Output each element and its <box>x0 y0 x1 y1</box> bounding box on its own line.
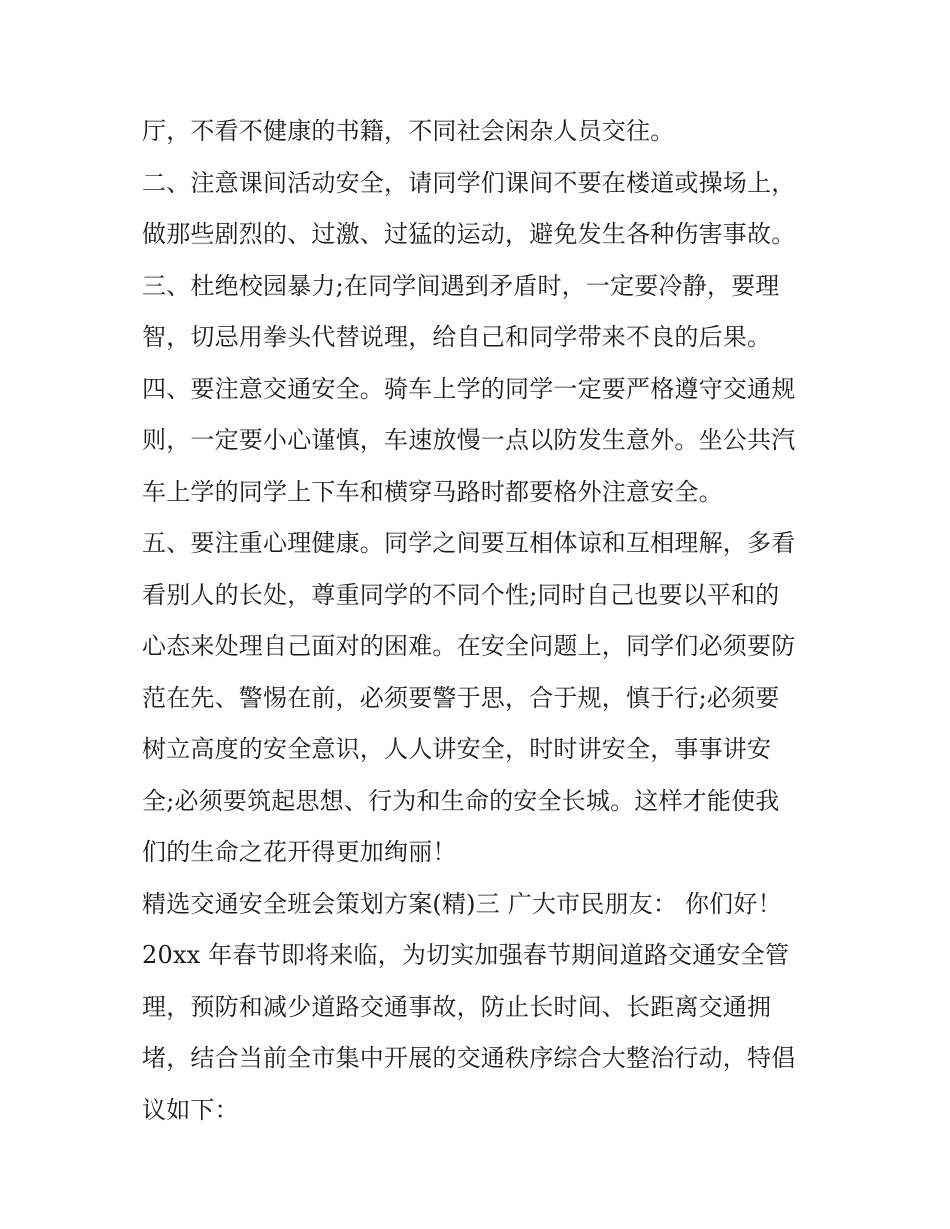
text-line: 心态来处理自己面对的困难。在安全问题上，同学们必须要防 <box>142 632 796 660</box>
section-heading-line: 精选交通安全班会策划方案(精)三 广大市民朋友： 你们好！ <box>142 889 782 918</box>
text-line: 五、要注重心理健康。同学之间要互相体谅和互相理解，多看 <box>142 529 796 557</box>
text-line: 四、要注意交通安全。骑车上学的同学一定要严格遵守交通规 <box>142 374 796 403</box>
text-line: 议如下： <box>142 1095 239 1124</box>
text-line: 做那些剧烈的、过激、过猛的运动，避免发生各种伤害事故。 <box>142 220 796 248</box>
text-line: 树立高度的安全意识，人人讲安全，时时讲安全，事事讲安 <box>142 735 772 763</box>
text-line: 全;必须要筑起思想、行为和生命的安全长城。这样才能使我 <box>142 786 780 815</box>
text-line: 二、注意课间活动安全，请同学们课间不要在楼道或操场上， <box>142 168 796 197</box>
text-line: 三、杜绝校园暴力;在同学间遇到矛盾时，一定要冷静，要理 <box>142 271 780 300</box>
text-line: 范在先、警惕在前，必须要警于思，合于规，慎于行;必须要 <box>142 683 780 712</box>
text-line: 们的生命之花开得更加绚丽！ <box>142 838 457 866</box>
text-line: 智，切忌用拳头代替说理，给自己和同学带来不良的后果。 <box>142 323 772 351</box>
text-line: 20xx 年春节即将来临，为切实加强春节期间道路交通安全管 <box>142 941 790 969</box>
text-line: 看别人的长处，尊重同学的不同个性;同时自己也要以平和的 <box>142 580 780 609</box>
text-line: 厅，不看不健康的书籍，不同社会闲杂人员交往。 <box>142 117 675 145</box>
text-line: 则，一定要小心谨慎，车速放慢一点以防发生意外。坐公共汽 <box>142 426 796 454</box>
text-line: 堵，结合当前全市集中开展的交通秩序综合大整治行动，特倡 <box>142 1044 796 1072</box>
document-body <box>142 106 822 1136</box>
text-line: 理，预防和减少道路交通事故，防止长时间、长距离交通拥 <box>142 992 772 1021</box>
text-line: 车上学的同学上下车和横穿马路时都要格外注意安全。 <box>142 477 723 506</box>
